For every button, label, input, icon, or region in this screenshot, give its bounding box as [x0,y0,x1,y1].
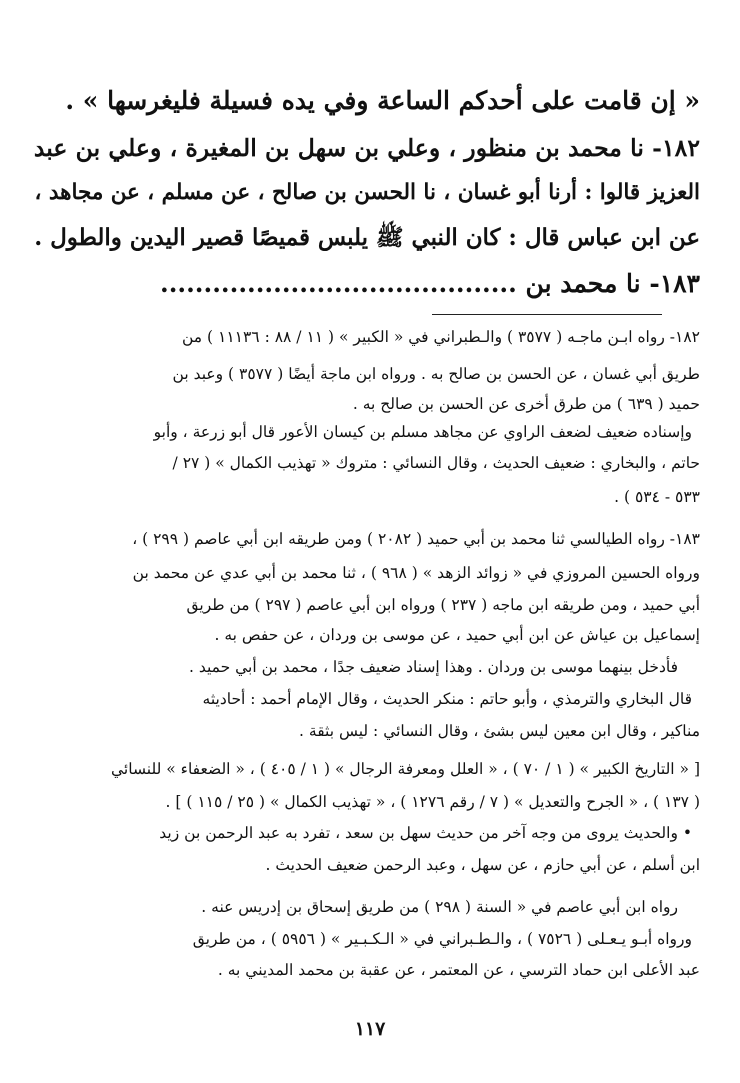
footnote-line: • والحديث يروى من وجه آخر من حديث سهل بن سعد ، تفرد به عبد الرحمن بن زيد [159,824,692,842]
footnote-line: طريق أبي غسان ، عن الحسن بن صالح به . ورواه ابن ماجة أيضًا ( ٣٥٧٧ ) وعبد بن [172,365,700,383]
footnote-line: فأدخل بينهما موسى بن وردان . وهذا إسناد ضعيف جدًا ، محمد بن أبي حميد . [189,658,678,676]
footnote-line: وإسناده ضعيف لضعف الراوي عن مجاهد مسلم بن كيسان الأعور قال أبو زرعة ، وأبو [153,423,692,441]
footnote-line: [ « التاريخ الكبير » ( ١ / ٧٠ ) ، « العلل ومعرفة الرجال » ( ١ / ٤٠٥ ) ، « الضعفاء » للنسائي [111,760,700,778]
footnote-line: ورواه الحسين المروزي في « زوائد الزهد » ( ٩٦٨ ) ، ثنا محمد بن أبي عدي عن محمد بن [132,564,700,582]
footnote-divider [432,314,662,315]
footnote-line: عبد الأعلى ابن حماد الترسي ، عن المعتمر ، عن عقبة بن محمد المديني به . [217,961,700,979]
footnote-line: ١٨٣- رواه الطيالسي ثنا محمد بن أبي حميد ( ٢٠٨٢ ) ومن طريقه ابن أبي عاصم ( ٢٩٩ ) ، [132,530,700,548]
footnote-line: رواه ابن أبي عاصم في « السنة ( ٢٩٨ ) من طريق إسحاق بن إدريس عنه . [201,898,678,916]
main-text-line: ١٨٣- نا محمد بن ......................................... [159,269,700,298]
footnote-line: ( ١٣٧ ) ، « الجرح والتعديل » ( ٧ / رقم ١٢٧٦ ) ، « تهذيب الكمال » ( ٢٥ / ١١٥ ) ] . [165,793,700,811]
footnote-line: ابن أسلم ، عن أبي حازم ، عن سهل ، وعبد الرحمن ضعيف الحديث . [265,856,700,874]
main-text-line: « إن قامت على أحدكم الساعة وفي يده فسيلة فليغرسها » . [65,86,700,115]
footnote-line: قال البخاري والترمذي ، وأبو حاتم : منكر الحديث ، وقال الإمام أحمد : أحاديثه [202,690,692,708]
main-text-line: عن ابن عباس قال : كان النبي ﷺ يلبس قميصًا قصير اليدين والطول . [34,224,700,251]
footnote-line: ورواه أبـو يـعـلى ( ٧٥٢٦ ) ، والـطـبراني في « الـكـبـير » ( ٥٩٥٦ ) ، من طريق [192,930,692,948]
footnote-line: ١٨٢- رواه ابـن ماجـه ( ٣٥٧٧ ) والـطبراني في « الكبير » ( ١١ / ٨٨ : ١١١٣٦ ) من [181,328,700,346]
footnote-line: مناكير ، وقال ابن معين ليس بشئ ، وقال النسائي : ليس بثقة . [299,722,700,740]
page-number: ١١٧ [354,1018,386,1040]
footnote-line: إسماعيل بن عياش عن ابن أبي حميد ، عن موسى بن وردان ، عن حفص به . [214,626,700,644]
main-text-line: ١٨٢- نا محمد بن منظور ، وعلي بن سهل بن المغيرة ، وعلي بن عبد [33,134,700,162]
footnote-line: حميد ( ٦٣٩ ) من طرق أخرى عن الحسن بن صالح به . [352,395,700,413]
footnote-line: أبي حميد ، ومن طريقه ابن ماجه ( ٢٣٧ ) ورواه ابن أبي عاصم ( ٢٩٧ ) من طريق [186,596,700,614]
footnote-line: ٥٣٣ - ٥٣٤ ) . [614,488,700,506]
footnote-line: حاتم ، والبخاري : ضعيف الحديث ، وقال النسائي : متروك « تهذيب الكمال » ( ٢٧ / [172,454,700,472]
main-text-line: العزيز قالوا : أرنا أبو غسان ، نا الحسن بن صالح ، عن مسلم ، عن مجاهد ، [34,180,700,205]
